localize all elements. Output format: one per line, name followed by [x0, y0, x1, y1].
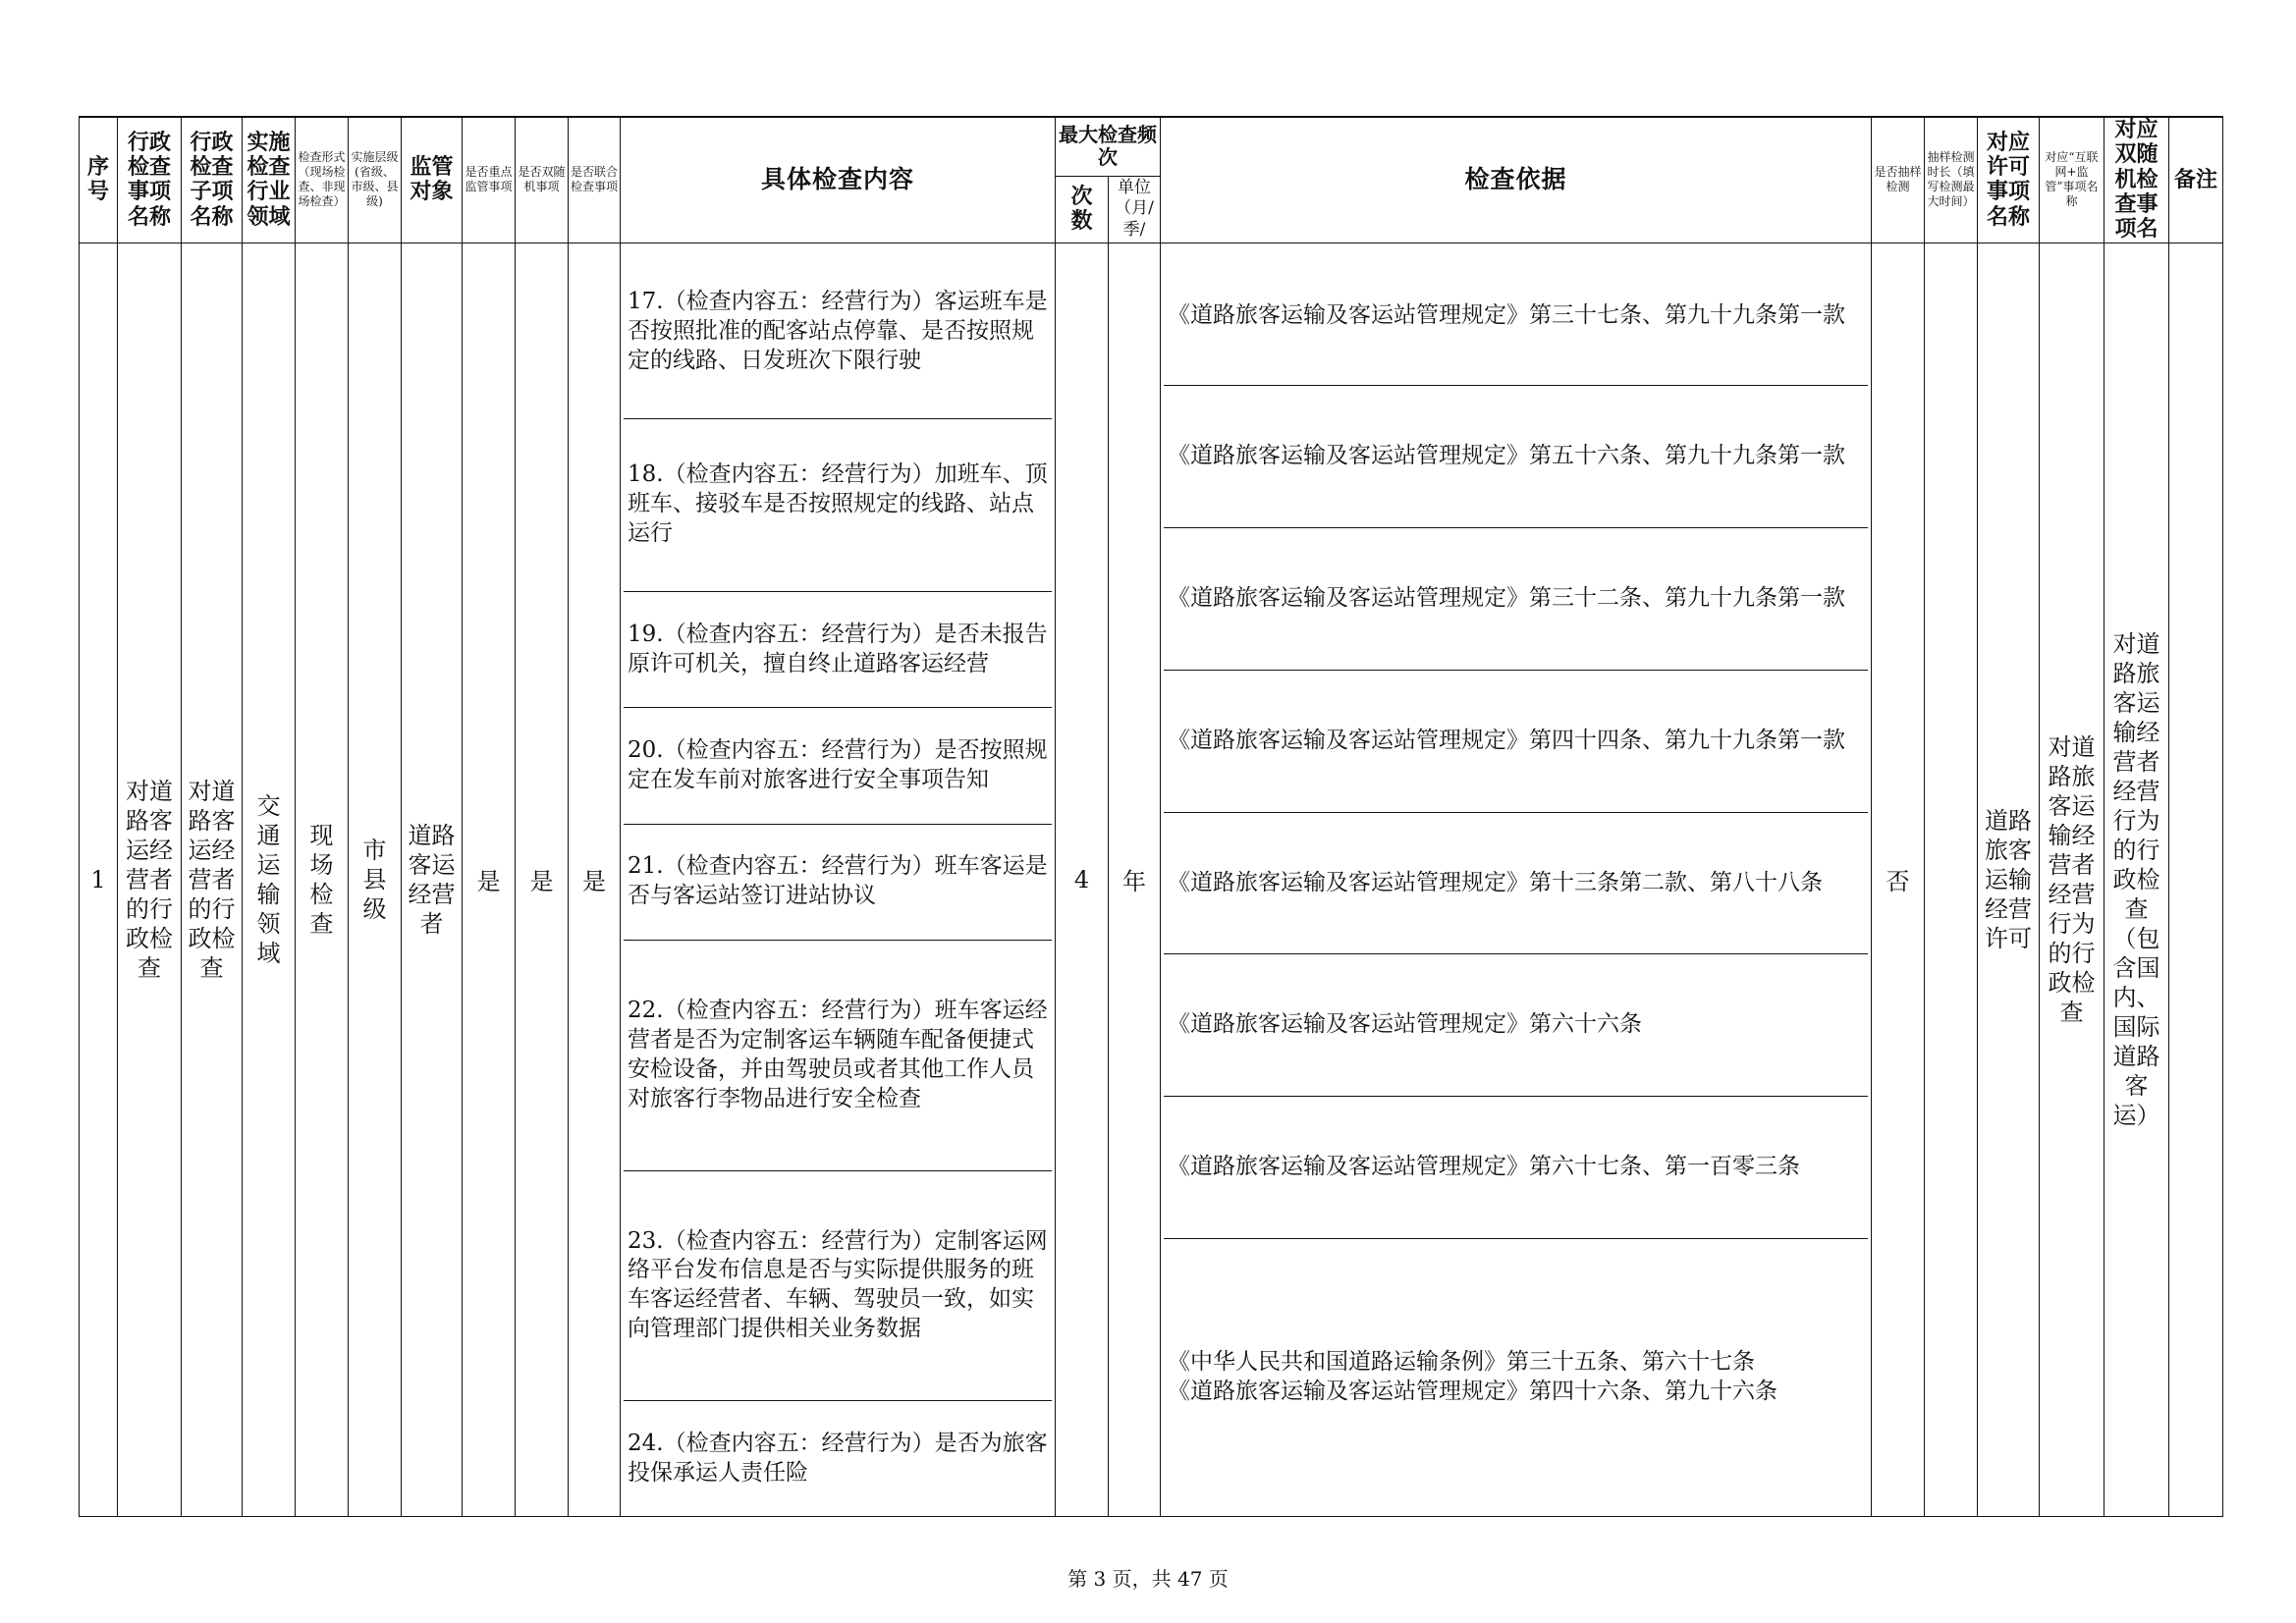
header-joint-item: 是否联合检查事项 — [569, 117, 621, 243]
row-sampling-time — [1925, 243, 1978, 1517]
header-subitem-name: 行政检查子项名称 — [182, 117, 243, 243]
basis-item-21: 《道路旅客运输及客运站管理规定》第十三条第二款、第八十八条 — [1164, 812, 1868, 954]
basis-item-17: 《道路旅客运输及客运站管理规定》第三十七条、第九十九条第一款 — [1164, 246, 1868, 386]
page-footer: 第 3 页，共 47 页 — [1067, 1567, 1229, 1591]
header-sampling-time: 抽样检测时长（填写检测最大时间） — [1925, 117, 1978, 243]
header-object: 监管对象 — [402, 117, 463, 243]
row-joint-item: 是 — [569, 243, 621, 1517]
basis-item-22: 《道路旅客运输及客运站管理规定》第六十六条 — [1164, 954, 1868, 1097]
basis-item-23: 《道路旅客运输及客运站管理规定》第六十七条、第一百零三条 — [1164, 1097, 1868, 1239]
row-remarks — [2169, 243, 2223, 1517]
header-basis: 检查依据 — [1161, 117, 1872, 243]
header-seq: 序号 — [80, 117, 118, 243]
header-random-item: 是否双随机事项 — [516, 117, 569, 243]
content-item-17: 17.（检查内容五：经营行为）客运班车是否按照批准的配客站点停靠、是否按照规定的线路、日发班次下限行驶 — [624, 246, 1052, 419]
row-seq: 1 — [80, 243, 118, 1517]
header-industry: 实施检查行业领域 — [243, 117, 296, 243]
row-random-item: 是 — [516, 243, 569, 1517]
header-internet: 对应“互联网+监管”事项名称 — [2040, 117, 2105, 243]
row-internet: 对道路旅客运输经营者经营行为的行政检查 — [2040, 243, 2105, 1517]
row-dual-random: 对道路旅客运输经营者经营行为的行政检查（包含国内、国际道路客运） — [2105, 243, 2169, 1517]
content-item-24: 24.（检查内容五：经营行为）是否为旅客投保承运人责任险 — [628, 1430, 1048, 1486]
row-subitem-name: 对道路客运经营者的行政检查 — [182, 243, 243, 1517]
header-form: 检查形式（现场检查、非现场检查） — [296, 117, 349, 243]
header-item-name: 行政检查事项名称 — [118, 117, 182, 243]
row-sampling: 否 — [1872, 243, 1925, 1517]
basis-item-20: 《道路旅客运输及客运站管理规定》第四十四条、第九十九条第一款 — [1164, 670, 1868, 812]
content-list — [624, 246, 1052, 1517]
row-level: 市县级 — [349, 243, 402, 1517]
inspection-table — [79, 116, 2223, 1517]
header-max-freq: 最大检查频次 — [1056, 117, 1161, 176]
row-item-name: 对道路客运经营者的行政检查 — [118, 243, 182, 1517]
row-license: 道路旅客运输经营许可 — [1978, 243, 2040, 1517]
row-freq-unit: 年 — [1109, 243, 1161, 1517]
header-content: 具体检查内容 — [621, 117, 1056, 243]
header-license: 对应许可事项名称 — [1978, 117, 2040, 243]
header-freq-count: 次数 — [1056, 176, 1109, 243]
content-item-21: 21.（检查内容五：经营行为）班车客运是否与客运站签订进站协议 — [624, 824, 1052, 940]
basis-item-24: 《中华人民共和国道路运输条例》第三十五条、第六十七条 《道路旅客运输及客运站管理规定》第四十六条、第九十六条 — [1168, 1349, 1777, 1404]
header-key-item: 是否重点监管事项 — [463, 117, 516, 243]
row-freq-count: 4 — [1056, 243, 1109, 1517]
header-freq-unit: 单位（月/季/ — [1109, 176, 1161, 243]
row-object: 道路客运经营者 — [402, 243, 463, 1517]
content-column — [621, 243, 1056, 1517]
content-item-22: 22.（检查内容五：经营行为）班车客运经营者是否为定制客运车辆随车配备便捷式安检设备，并由驾驶员或者其他工作人员对旅客行李物品进行安全检查 — [624, 940, 1052, 1170]
inspection-table-sheet — [79, 116, 2223, 1517]
row-industry: 交通运输领域 — [243, 243, 296, 1517]
content-item-19: 19.（检查内容五：经营行为）是否未报告原许可机关，擅自终止道路客运经营 — [624, 591, 1052, 707]
header-sampling: 是否抽样检测 — [1872, 117, 1925, 243]
basis-item-19: 《道路旅客运输及客运站管理规定》第三十二条、第九十九条第一款 — [1164, 528, 1868, 671]
header-dual-random: 对应双随机检查事项名 — [2105, 117, 2169, 243]
row-form: 现场检查 — [296, 243, 349, 1517]
header-remarks: 备注 — [2169, 117, 2223, 243]
basis-list — [1164, 246, 1868, 1517]
header-level: 实施层级(省级、市级、县级) — [349, 117, 402, 243]
content-item-18: 18.（检查内容五：经营行为）加班车、顶班车、接驳车是否按照规定的线路、站点运行 — [624, 418, 1052, 591]
basis-item-18: 《道路旅客运输及客运站管理规定》第五十六条、第九十九条第一款 — [1164, 386, 1868, 528]
content-item-23: 23.（检查内容五：经营行为）定制客运网络平台发布信息是否与实际提供服务的班车客运经营者、车辆、驾驶员一致，如实向管理部门提供相关业务数据 — [624, 1170, 1052, 1401]
basis-column — [1161, 243, 1872, 1517]
content-item-20: 20.（检查内容五：经营行为）是否按照规定在发车前对旅客进行安全事项告知 — [624, 708, 1052, 824]
row-key-item: 是 — [463, 243, 516, 1517]
